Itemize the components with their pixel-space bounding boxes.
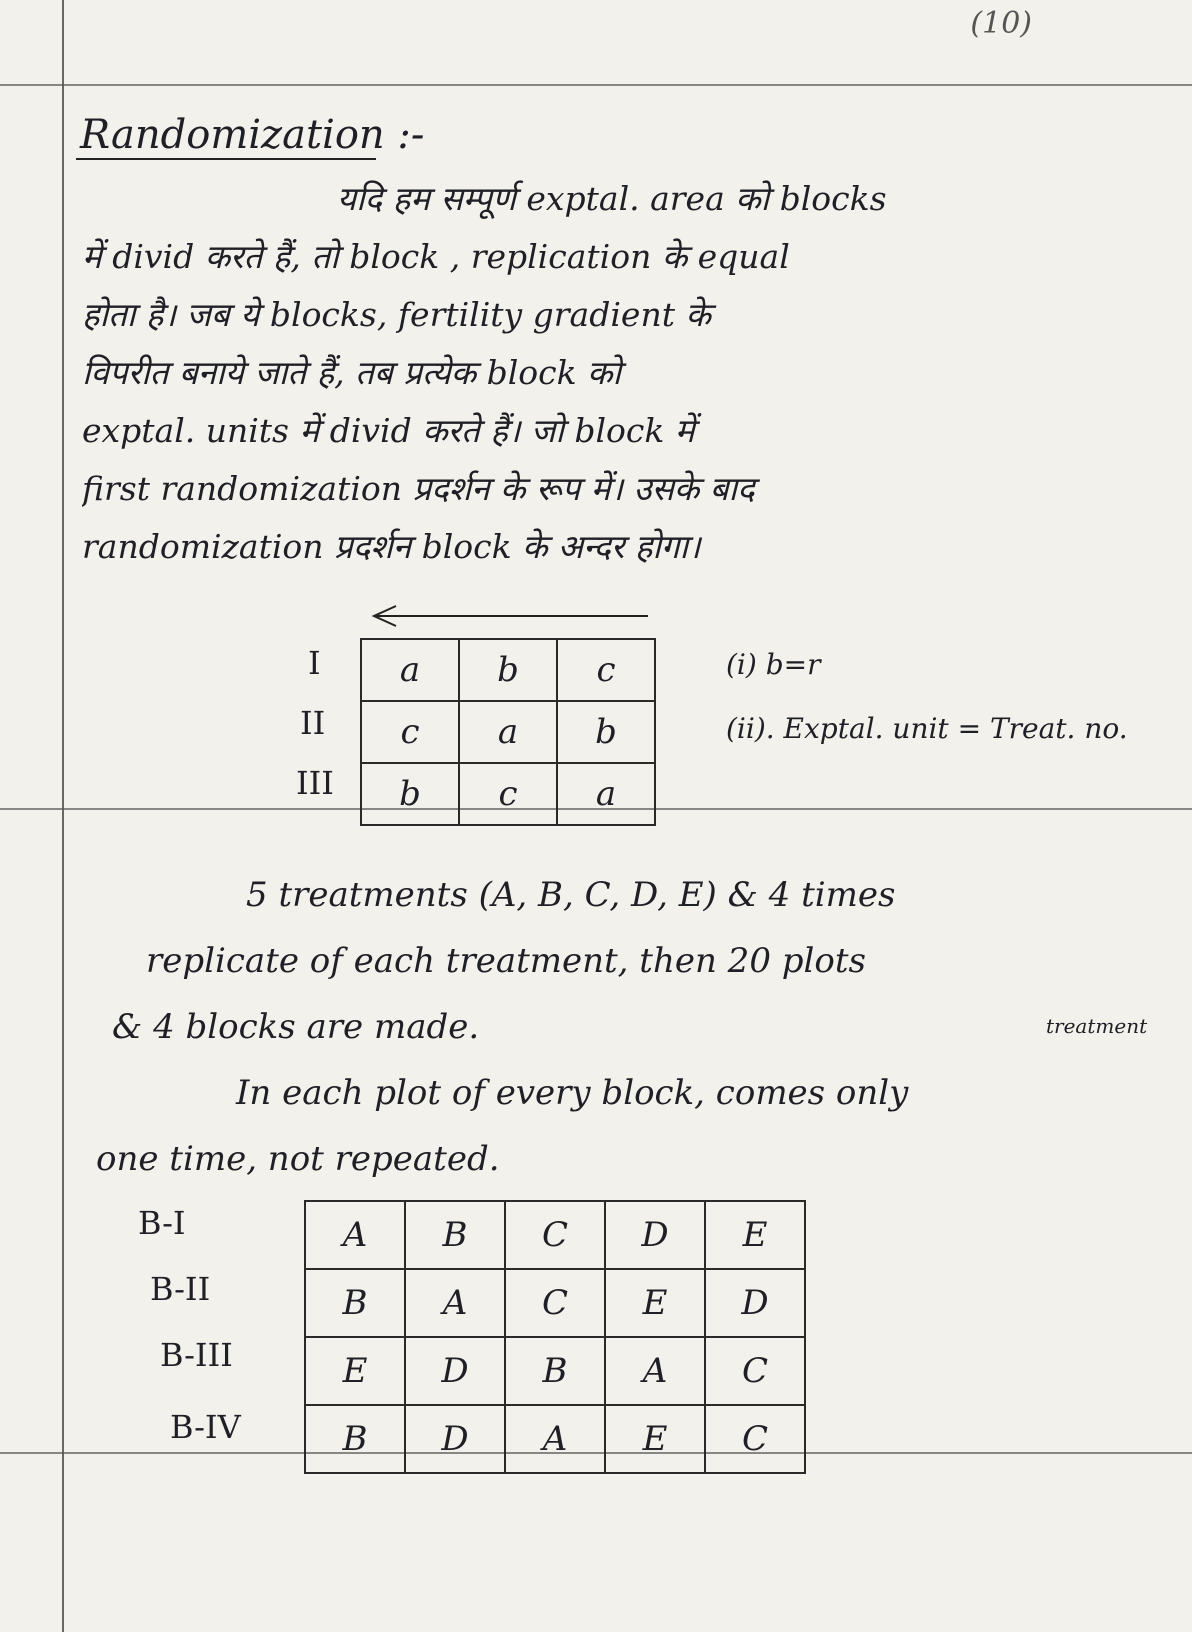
paragraph-line: 5 treatments (A, B, C, D, E) & 4 times (246, 875, 896, 915)
table-row (361, 763, 655, 825)
rbd-layout-table (304, 1200, 806, 1474)
rule-line-top (0, 84, 1192, 86)
table-cell: A (605, 1337, 705, 1405)
block-label: B-II (150, 1270, 211, 1308)
table-cell: b (557, 701, 655, 763)
paragraph-line: exptal. units में divid करते हैं। जो block में (82, 411, 695, 450)
table-cell: C (505, 1269, 605, 1337)
table-cell: C (705, 1405, 805, 1473)
paragraph-line: होता है। जब ये blocks, fertility gradient के (82, 295, 711, 334)
table-cell: E (605, 1269, 705, 1337)
table-cell: A (505, 1405, 605, 1473)
paragraph-line: & 4 blocks are made. (112, 1007, 480, 1047)
table-cell: C (505, 1201, 605, 1269)
paragraph-line: first randomization प्रदर्शन के रूप में। उसके बाद (82, 469, 755, 508)
table-cell: B (405, 1201, 505, 1269)
paragraph-line: विपरीत बनाये जाते हैं, तब प्रत्येक block को (82, 353, 622, 392)
table-row (305, 1201, 805, 1269)
block-label: B-I (138, 1204, 186, 1242)
left-arrow-icon (370, 604, 652, 628)
table-cell: D (605, 1201, 705, 1269)
title-underline (76, 158, 376, 160)
table-cell: c (557, 639, 655, 701)
table-cell: D (405, 1405, 505, 1473)
paragraph-line: one time, not repeated. (96, 1139, 500, 1179)
randomization-table (360, 638, 656, 826)
table-cell: C (705, 1337, 805, 1405)
table-cell: E (705, 1201, 805, 1269)
table1-row-label: II (300, 704, 326, 742)
table-row (361, 639, 655, 701)
table-cell: D (405, 1337, 505, 1405)
paragraph-line: replicate of each treatment, then 20 plots (146, 941, 866, 981)
paragraph-line: में divid करते हैं, तो block , replication के equal (82, 237, 790, 276)
block-label: B-IV (170, 1408, 241, 1446)
table-cell: E (305, 1337, 405, 1405)
table-cell: b (459, 639, 557, 701)
table-cell: A (405, 1269, 505, 1337)
table-cell: A (305, 1201, 405, 1269)
note-block-equals-replication: (i) b=r (726, 648, 821, 681)
table-cell: a (361, 639, 459, 701)
table-row (305, 1405, 805, 1473)
randomization-paragraph (82, 170, 1182, 576)
block-label: B-III (160, 1336, 233, 1374)
table-cell: b (361, 763, 459, 825)
table-cell: B (305, 1269, 405, 1337)
page-number: (10) (970, 6, 1032, 41)
paragraph-line: यदि हम सम्पूर्ण exptal. area को blocks (337, 179, 887, 218)
note-exptal-unit: (ii). Exptal. unit = Treat. no. (726, 712, 1128, 745)
table-cell: B (305, 1405, 405, 1473)
paragraph-line: In each plot of every block, comes only (236, 1073, 909, 1113)
table-cell: c (459, 763, 557, 825)
margin-line (62, 0, 64, 1632)
insertion-note: treatment (1046, 1014, 1148, 1038)
table-row (361, 701, 655, 763)
table1-row-label: I (308, 644, 321, 682)
treatments-paragraph (96, 862, 1176, 1192)
table-cell: c (361, 701, 459, 763)
table-cell: B (505, 1337, 605, 1405)
paragraph-line: randomization प्रदर्शन block के अन्दर होगा। (82, 527, 701, 566)
table-cell: a (459, 701, 557, 763)
table1-row-label: III (296, 764, 334, 802)
table-cell: D (705, 1269, 805, 1337)
section-title: Randomization :- (80, 112, 425, 158)
table-cell: E (605, 1405, 705, 1473)
table-row (305, 1269, 805, 1337)
table-row (305, 1337, 805, 1405)
table-cell: a (557, 763, 655, 825)
